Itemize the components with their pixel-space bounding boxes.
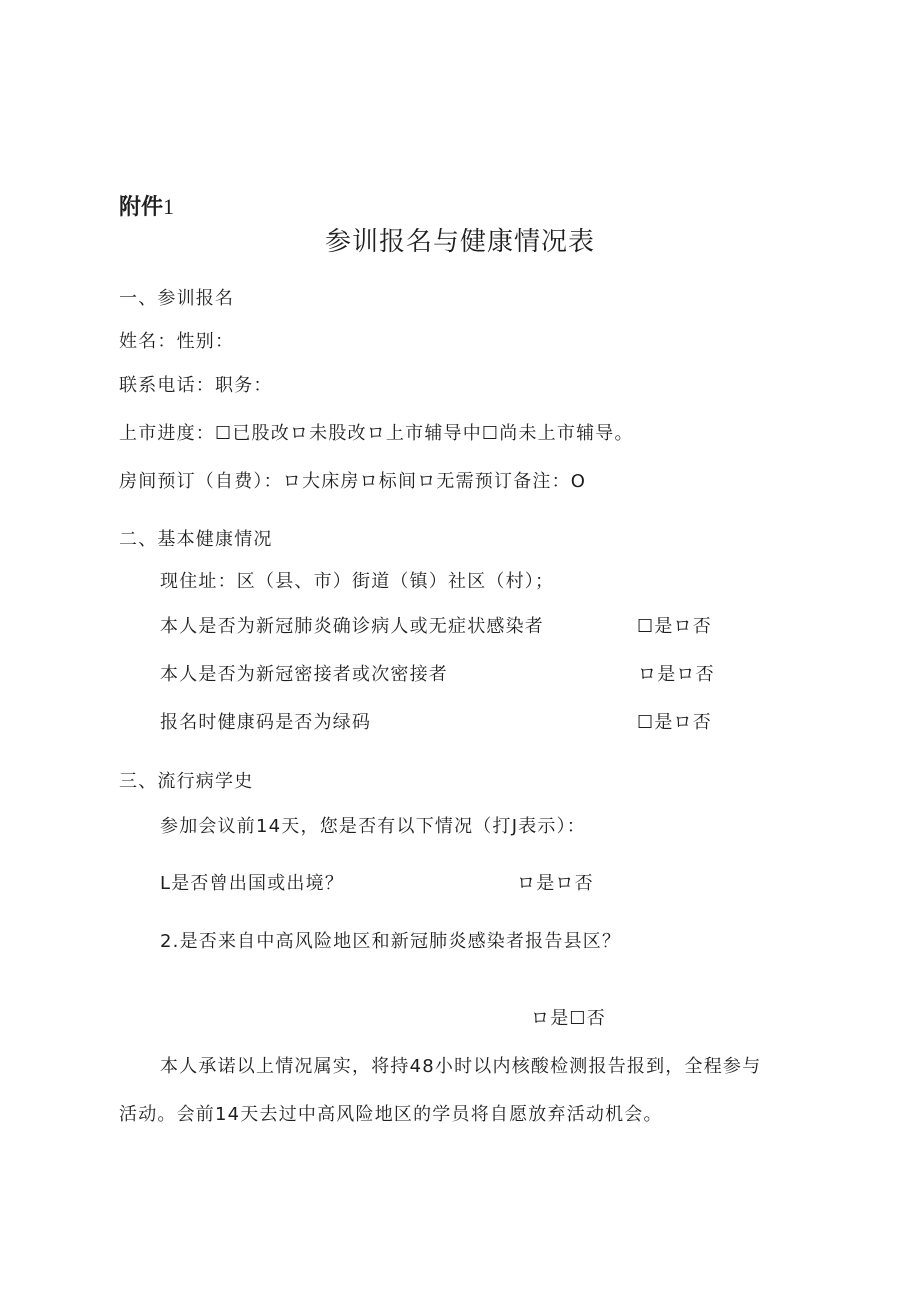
section1-heading: 一、参训报名 (119, 288, 235, 309)
health-question-options: ☐是ロ否 (637, 616, 712, 637)
listing-progress-line: 上市进度：☐已股改ロ未股改ロ上市辅导中☐尚未上市辅导。 (119, 423, 634, 444)
section2-heading: 二、基本健康情况 (119, 529, 273, 550)
epidemiology-question-2: 2.是否来自中高风险地区和新冠肺炎感染者报告县区？ (160, 931, 622, 952)
attachment-label-text: 附件 (119, 195, 164, 220)
epidemiology-question-1-options: ロ是ロ否 (517, 873, 594, 894)
page-title: 参训报名与健康情况表 (324, 227, 595, 257)
contact-position-line: 联系电话：职务： (119, 375, 273, 396)
epidemiology-question-2-options: ロ是☐否 (531, 1008, 606, 1029)
health-question-options: ☐是ロ否 (637, 712, 712, 733)
name-gender-line: 姓名：性别： (119, 331, 235, 352)
health-question-text: 本人是否为新冠肺炎确诊病人或无症状感染者 (160, 616, 544, 637)
health-question-options: ロ是ロ否 (638, 664, 715, 685)
attachment-number: 1 (163, 194, 175, 219)
health-question-text: 报名时健康码是否为绿码 (160, 712, 372, 733)
commitment-line-1: 本人承诺以上情况属实，将持48小时以内核酸检测报告报到，全程参与 (160, 1056, 762, 1077)
commitment-line-2: 活动。会前14天去过中高风险地区的学员将自愿放弃活动机会。 (119, 1104, 663, 1125)
attachment-label (119, 195, 174, 220)
room-booking-line: 房间预订（自费）：ロ大床房ロ标间ロ无需预订备注：O (119, 471, 587, 492)
address-line: 现住址：区（县、市）街道（镇）社区（村）； (160, 571, 555, 592)
epidemiology-question-1: L是否曾出国或出境？ (160, 873, 345, 894)
epidemiology-intro: 参加会议前14天，您是否有以下情况（打J表示）： (160, 816, 587, 837)
health-question-text: 本人是否为新冠密接者或次密接者 (160, 664, 448, 685)
section3-heading: 三、流行病学史 (119, 771, 254, 792)
